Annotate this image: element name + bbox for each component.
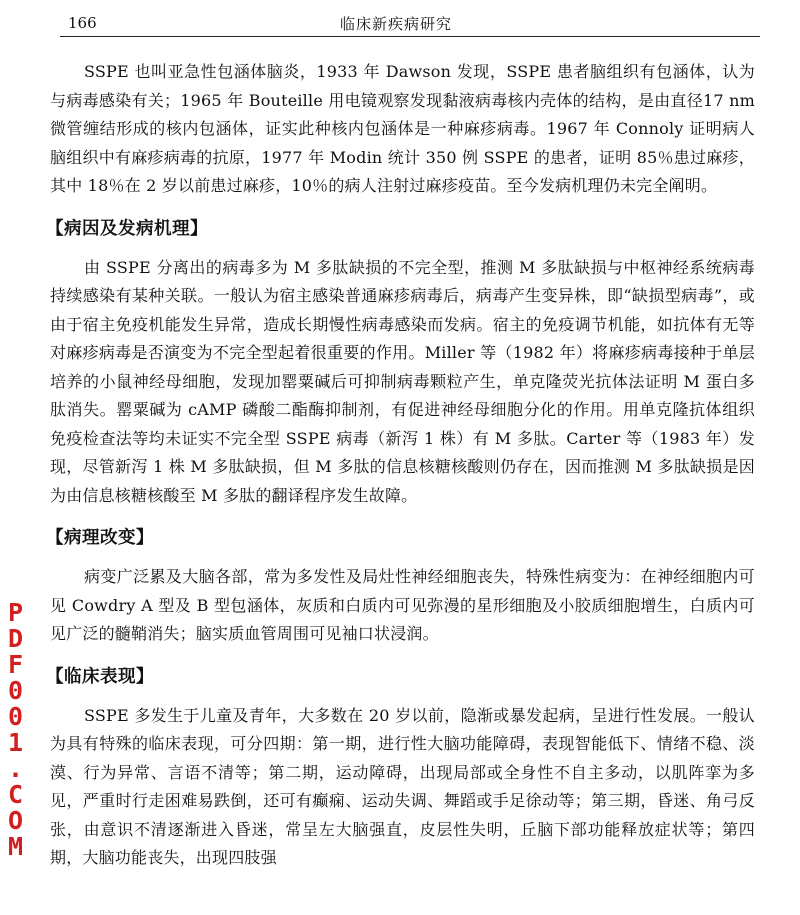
section-heading-pathology: 【病理改变】 (46, 528, 154, 548)
intro-paragraph: SSPE 也叫亚急性包涵体脑炎，1933 年 Dawson 发现，SSPE 患者脑组织有包涵体，认为与病毒感染有关；1965 年 Bouteille 用电镜观察发现黏液病毒核内壳体的结构，是由直径17 nm微管缠结形成的核内包涵体，证实此种核内包涵体是一种麻疹病毒。1967 年 Connoly 证明病人脑组织中有麻疹病毒的抗原，1977 年 Modin 统计 350 例 SSPE 的患者，证明 85％患过麻疹，其中 18％在 2 岁以前患过麻疹，10％的病人注射过麻疹疫苗。至今发病机理仍未完全阐明。 (50, 62, 755, 195)
section-heading-clinical: 【临床表现】 (46, 666, 154, 687)
clinical-paragraph: SSPE 多发生于儿童及青年，大多数在 20 岁以前，隐渐或暴发起病，呈进行性发展。一般认为具有特殊的临床表现，可分四期：第一期，进行性大脑功能障碍，表现智能低下、情绪不稳、淡漠、行为异常、言语不清等；第二期，运动障碍，出现局部或全身性不自主多动，以肌阵挛为多见，严重时行走困难易跌倒，还可有癫痫、运动失调、舞蹈或手足徐动等；第三期，昏迷、角弓反张，由意识不清逐渐进入昏迷，常呈左大脑强直，皮层性失明，丘脑下部功能释放症状等；第四期，大脑功能丧失，出现四肢强 (50, 705, 755, 867)
page-content (46, 58, 755, 873)
running-title: 临床新疾病研究 (340, 15, 453, 33)
page-header (60, 8, 760, 37)
etiology-paragraph: 由 SSPE 分离出的病毒多为 M 多肽缺损的不完全型，推测 M 多肽缺损与中枢神经系统病毒持续感染有某种关联。一般认为宿主感染普通麻疹病毒后，病毒产生变异株，即“缺损型病毒”，或由于宿主免疫机能发生异常，造成长期慢性病毒感染而发病。宿主的免疫调节机能，如抗体有无等对麻疹病毒是否演变为不完全型起着很重要的作用。Miller 等（1982 年）将麻疹病毒接种于单层培养的小鼠神经母细胞，发现加罂粟碱后可抑制病毒颗粒产生，单克隆荧光抗体法证明 M 蛋白多肽消失。罂粟碱为 cAMP 磷酸二酯酶抑制剂，有促进神经母细胞分化的作用。用单克隆抗体组织免疫检查法等均未证实不完全型 SSPE 病毒（新泻 1 株）有 M 多肽。Carter 等（1983 年）发现，尽管新泻 1 株 M 多肽缺损，但 M 多肽的信息核糖核酸则仍存在，因而推测 M 多肽缺损是因为由信息核糖核酸至 M 多肽的翻译程序发生故障。 (50, 257, 755, 505)
watermark: PDF001.COM (1, 598, 30, 858)
pathology-paragraph: 病变广泛累及大脑各部，常为多发性及局灶性神经细胞丧失，特殊性病变为：在神经细胞内可见 Cowdry A 型及 B 型包涵体，灰质和白质内可见弥漫的星形细胞及小胶质细胞增生，白质内可见广泛的髓鞘消失；脑实质血管周围可见袖口状浸润。 (50, 567, 755, 643)
section-heading-etiology: 【病因及发病机理】 (46, 218, 208, 239)
page-number: 166 (68, 14, 97, 32)
